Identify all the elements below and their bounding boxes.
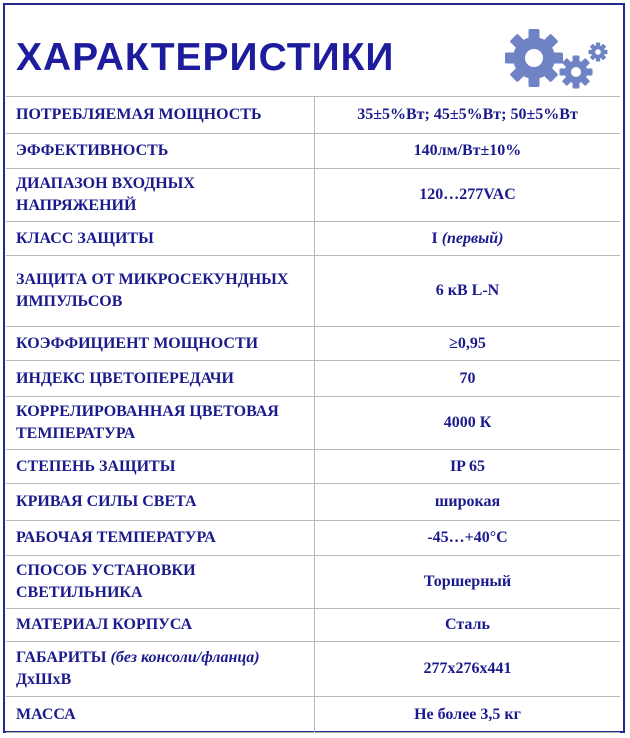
spec-value: 6 кВ L-N: [315, 256, 621, 327]
dimensions-sub: ДхШхВ: [16, 671, 72, 688]
spec-label: ДИАПАЗОН ВХОДНЫХ НАПРЯЖЕНИЙ: [6, 169, 315, 222]
specs-table: [6, 96, 620, 733]
table-row: [6, 169, 620, 222]
table-row: [6, 609, 620, 642]
table-row: [6, 397, 620, 450]
table-row: [6, 697, 620, 733]
spec-label: ИНДЕКС ЦВЕТОПЕРЕДАЧИ: [6, 361, 315, 397]
spec-label: КОЭФФИЦИЕНТ МОЩНОСТИ: [6, 327, 315, 361]
spec-value: 140лм/Вт±10%: [315, 134, 621, 169]
spec-label: МАССА: [6, 697, 315, 733]
spec-value: 120…277VAC: [315, 169, 621, 222]
table-row: [6, 256, 620, 327]
spec-value: широкая: [315, 484, 621, 521]
spec-label: РАБОЧАЯ ТЕМПЕРАТУРА: [6, 521, 315, 556]
table-row: [6, 327, 620, 361]
spec-value: [315, 222, 621, 256]
spec-value: IP 65: [315, 450, 621, 484]
spec-label: ЗАЩИТА ОТ МИКРОСЕКУНДНЫХ ИМПУЛЬСОВ: [6, 256, 315, 327]
spec-value: 70: [315, 361, 621, 397]
table-row: [6, 642, 620, 697]
spec-value: 35±5%Вт; 45±5%Вт; 50±5%Вт: [315, 97, 621, 134]
table-row: [6, 484, 620, 521]
spec-label: КЛАСС ЗАЩИТЫ: [6, 222, 315, 256]
spec-label: КРИВАЯ СИЛЫ СВЕТА: [6, 484, 315, 521]
spec-value: 277х276х441: [315, 642, 621, 697]
spec-label: СТЕПЕНЬ ЗАЩИТЫ: [6, 450, 315, 484]
gear-icon: [589, 43, 608, 62]
spec-value: Сталь: [315, 609, 621, 642]
spec-value: Торшерный: [315, 556, 621, 609]
spec-label: ПОТРЕБЛЯЕМАЯ МОЩНОСТЬ: [6, 97, 315, 134]
table-row: [6, 521, 620, 556]
spec-label: [6, 642, 315, 697]
protection-class-note: (первый): [441, 229, 504, 247]
dimensions-label: ГАБАРИТЫ: [16, 649, 107, 666]
page-title: ХАРАКТЕРИСТИКИ: [16, 36, 395, 79]
dimensions-note: (без консоли/фланца): [110, 649, 260, 666]
protection-class-value: I: [431, 229, 438, 247]
table-row: [6, 97, 620, 134]
gear-icon: [560, 56, 593, 89]
table-row: [6, 450, 620, 484]
spec-value: ≥0,95: [315, 327, 621, 361]
spec-label: СПОСОБ УСТАНОВКИ СВЕТИЛЬНИКА: [6, 556, 315, 609]
spec-value: -45…+40°С: [315, 521, 621, 556]
spec-label: КОРРЕЛИРОВАННАЯ ЦВЕТОВАЯ ТЕМПЕРАТУРА: [6, 397, 315, 450]
table-row: [6, 361, 620, 397]
spec-value: 4000 К: [315, 397, 621, 450]
gear-icon: [505, 29, 563, 87]
table-row: [6, 556, 620, 609]
table-row: [6, 134, 620, 169]
spec-value: Не более 3,5 кг: [315, 697, 621, 733]
spec-label: ЭФФЕКТИВНОСТЬ: [6, 134, 315, 169]
table-row: [6, 222, 620, 256]
spec-label: МАТЕРИАЛ КОРПУСА: [6, 609, 315, 642]
gears-illustration: [498, 22, 610, 94]
